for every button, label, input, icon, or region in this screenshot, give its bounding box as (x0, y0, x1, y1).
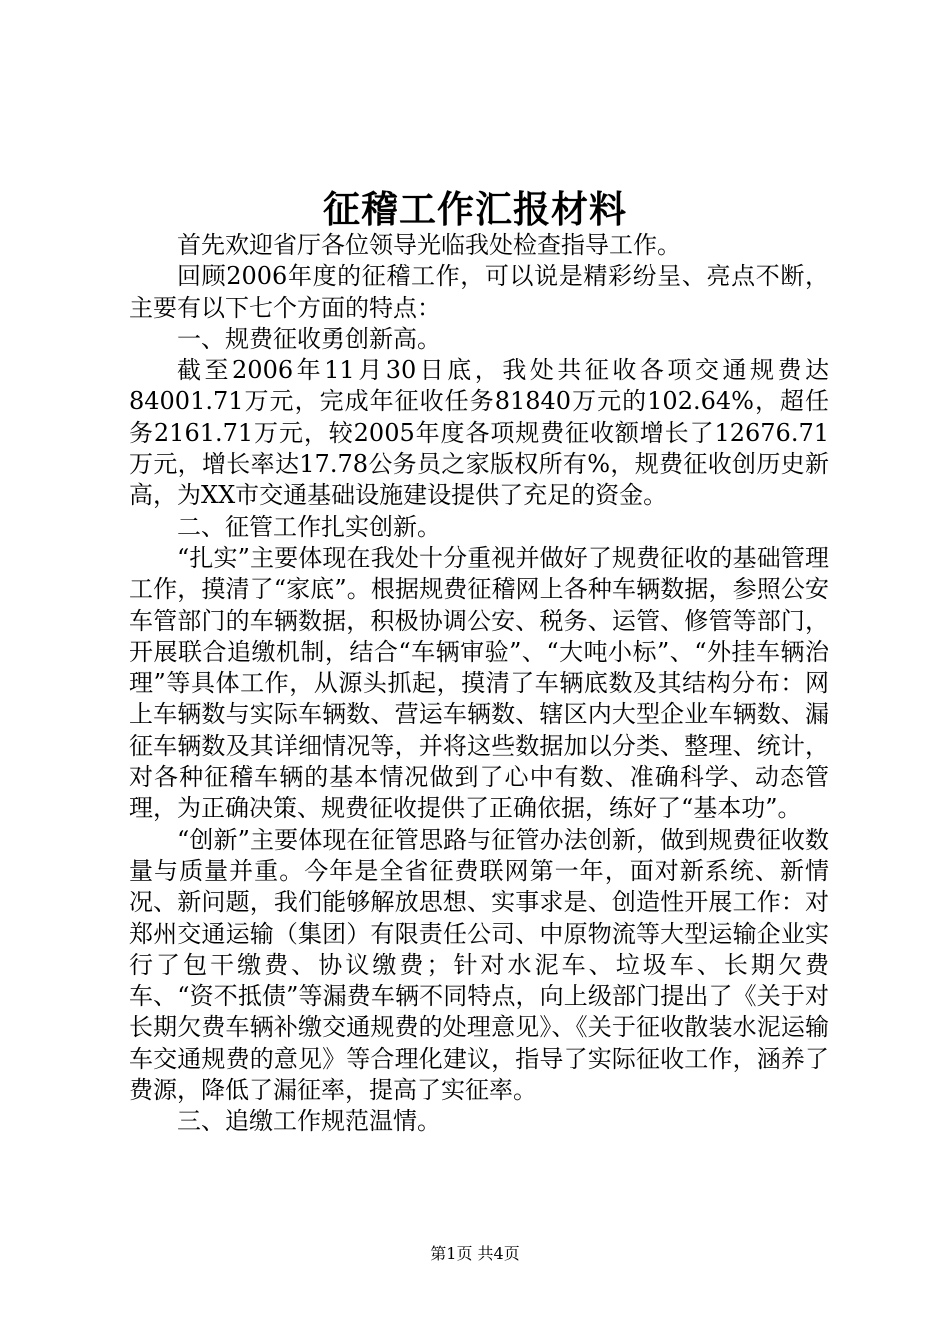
paragraph: 截至2006年11月30日底，我处共征收各项交通规费达84001.71万元，完成年征收任务81840万元的102.64%，超任务2161.71万元，较2005年度各项规费征收额增长了12676.71万元，增长率达17.78公务员之家版权所有%，规费征收创历史新高，为XX市交通基础设施建设提供了充足的资金。 (129, 356, 829, 510)
section-heading: 三、追缴工作规范温情。 (177, 1107, 441, 1136)
section-heading: 二、征管工作扎实创新。 (177, 512, 441, 541)
paragraph: “创新”主要体现在征管思路与征管办法创新，做到规费征收数量与质量并重。今年是全省征费联网第一年，面对新系统、新情况、新问题，我们能够解放思想、实事求是、创造性开展工作：对郑州交通运输（集团）有限责任公司、中原物流等大型运输企业实行了包干缴费、协议缴费；针对水泥车、垃圾车、长期欠费车、“资不抵债”等漏费车辆不同特点，向上级部门提出了《关于对长期欠费车辆补缴交通规费的处理意见》、《关于征收散装水泥运输车交通规费的意见》等合理化建议，指导了实际征收工作，涵养了费源，降低了漏征率，提高了实征率。 (129, 825, 829, 1105)
paragraph: 回顾2006年度的征稽工作，可以说是精彩纷呈、亮点不断，主要有以下七个方面的特点： (129, 262, 829, 322)
document-title: 征稽工作汇报材料 (323, 187, 627, 231)
document-body (129, 230, 829, 1138)
paragraph: 首先欢迎省厅各位领导光临我处检查指导工作。 (177, 231, 681, 259)
paragraph: “扎实”主要体现在我处十分重视并做好了规费征收的基础管理工作，摸清了“家底”。根据规费征稽网上各种车辆数据，参照公安车管部门的车辆数据，积极协调公安、税务、运管、修管等部门，开展联合追缴机制，结合“车辆审验”、“大吨小标”、“外挂车辆治理”等具体工作，从源头抓起，摸清了车辆底数及其结构分布：网上车辆数与实际车辆数、营运车辆数、辖区内大型企业车辆数、漏征车辆数及其详细情况等，并将这些数据加以分类、整理、统计，对各种征稽车辆的基本情况做到了心中有数、准确科学、动态管理，为正确决策、规费征收提供了正确依据，练好了“基本功”。 (129, 543, 829, 823)
section-heading: 一、规费征收勇创新高。 (177, 324, 441, 353)
page-number-footer: 第1页 共4页 (430, 1244, 520, 1263)
